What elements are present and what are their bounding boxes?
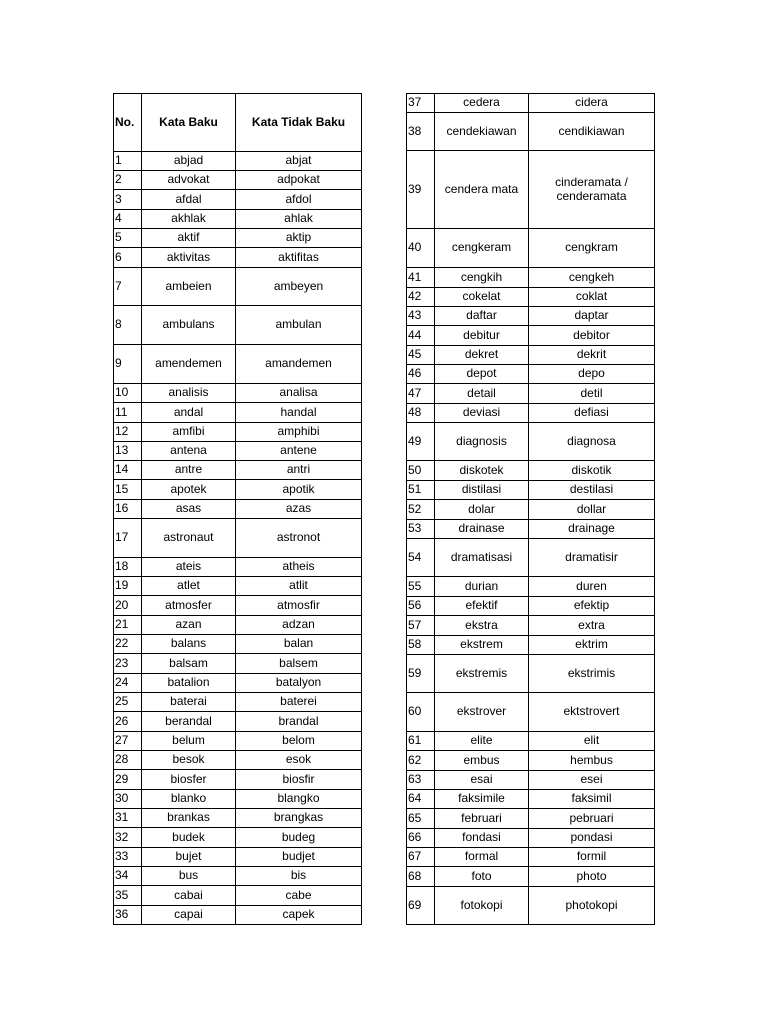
kata-baku-cell: besok: [142, 751, 236, 770]
table-header-row: [114, 94, 362, 152]
table-row: [407, 597, 655, 616]
row-number: 67: [407, 848, 435, 867]
kata-tidak-baku-cell: pebruari: [529, 809, 655, 829]
kata-baku-cell: abjad: [142, 152, 236, 171]
kata-tidak-baku-cell: depo: [529, 365, 655, 384]
row-number: 28: [114, 751, 142, 770]
kata-tidak-baku-cell: photokopi: [529, 887, 655, 925]
row-number: 47: [407, 384, 435, 404]
kata-tidak-baku-cell: esok: [236, 751, 362, 770]
row-number: 52: [407, 500, 435, 520]
kata-tidak-baku-cell: efektip: [529, 597, 655, 616]
row-number: 25: [114, 693, 142, 712]
kata-tidak-baku-cell: cengkram: [529, 229, 655, 268]
row-number: 27: [114, 732, 142, 751]
table-row: [114, 190, 362, 210]
row-number: 33: [114, 848, 142, 867]
kata-tidak-baku-cell: ambeyen: [236, 268, 362, 306]
kata-baku-cell: cedera: [435, 94, 529, 113]
kata-baku-cell: cendera mata: [435, 151, 529, 229]
kata-tidak-baku-cell: ambulan: [236, 306, 362, 345]
table-row: [407, 616, 655, 636]
row-number: 61: [407, 732, 435, 751]
kata-tidak-baku-cell: adpokat: [236, 171, 362, 190]
table-row: [114, 152, 362, 171]
kata-tidak-baku-cell: batalyon: [236, 674, 362, 693]
row-number: 23: [114, 654, 142, 674]
table-row: [407, 655, 655, 693]
kata-tidak-baku-cell: amandemen: [236, 345, 362, 384]
header-kata-tidak-baku: Kata Tidak Baku: [236, 94, 362, 152]
kata-tidak-baku-cell: azas: [236, 500, 362, 519]
kata-baku-cell: elite: [435, 732, 529, 751]
kata-baku-cell: cabai: [142, 886, 236, 906]
table-row: [114, 693, 362, 712]
kata-baku-cell: baterai: [142, 693, 236, 712]
kata-baku-cell: antena: [142, 442, 236, 461]
row-number: 63: [407, 771, 435, 790]
table-row: [114, 500, 362, 519]
table-row: [114, 770, 362, 790]
kata-baku-cell: biosfer: [142, 770, 236, 790]
kata-tidak-baku-cell: cendikiawan: [529, 113, 655, 151]
table-row: [407, 384, 655, 404]
row-number: 59: [407, 655, 435, 693]
kata-tidak-baku-cell: budeg: [236, 828, 362, 848]
row-number: 10: [114, 384, 142, 403]
row-number: 1: [114, 152, 142, 171]
row-number: 37: [407, 94, 435, 113]
row-number: 68: [407, 867, 435, 887]
kata-tidak-baku-cell: ektstrovert: [529, 693, 655, 732]
row-number: 21: [114, 616, 142, 635]
kata-tidak-baku-cell: blangko: [236, 790, 362, 809]
kata-baku-cell: dolar: [435, 500, 529, 520]
kata-baku-cell: analisis: [142, 384, 236, 403]
kata-baku-cell: bujet: [142, 848, 236, 867]
kata-baku-cell: aktif: [142, 229, 236, 248]
row-number: 12: [114, 423, 142, 442]
table-row: [407, 404, 655, 423]
row-number: 16: [114, 500, 142, 519]
kata-baku-cell: cengkeram: [435, 229, 529, 268]
kata-baku-cell: ateis: [142, 558, 236, 577]
row-number: 24: [114, 674, 142, 693]
table-row: [407, 326, 655, 346]
kata-baku-cell: ambeien: [142, 268, 236, 306]
vocabulary-table-right: [406, 93, 655, 925]
kata-tidak-baku-cell: balsem: [236, 654, 362, 674]
kata-tidak-baku-cell: destilasi: [529, 481, 655, 500]
table-row: [114, 848, 362, 867]
row-number: 17: [114, 519, 142, 558]
row-number: 46: [407, 365, 435, 384]
kata-baku-cell: fondasi: [435, 829, 529, 848]
row-number: 58: [407, 636, 435, 655]
table-row: [407, 751, 655, 771]
header-kata-baku: Kata Baku: [142, 94, 236, 152]
kata-tidak-baku-cell: abjat: [236, 152, 362, 171]
row-number: 13: [114, 442, 142, 461]
table-row: [407, 481, 655, 500]
table-row: [407, 867, 655, 887]
kata-tidak-baku-cell: extra: [529, 616, 655, 636]
kata-tidak-baku-cell: ekstrimis: [529, 655, 655, 693]
kata-baku-cell: formal: [435, 848, 529, 867]
table-row: [114, 210, 362, 229]
table-row: [114, 635, 362, 654]
kata-baku-cell: apotek: [142, 480, 236, 500]
row-number: 60: [407, 693, 435, 732]
table-row: [407, 346, 655, 365]
row-number: 62: [407, 751, 435, 771]
table-row: [114, 268, 362, 306]
row-number: 38: [407, 113, 435, 151]
kata-baku-cell: deviasi: [435, 404, 529, 423]
row-number: 8: [114, 306, 142, 345]
row-number: 26: [114, 712, 142, 732]
table-row: [407, 229, 655, 268]
kata-baku-cell: akhlak: [142, 210, 236, 229]
row-number: 20: [114, 596, 142, 616]
kata-baku-cell: durian: [435, 577, 529, 597]
row-number: 53: [407, 520, 435, 539]
row-number: 15: [114, 480, 142, 500]
kata-baku-cell: azan: [142, 616, 236, 635]
kata-baku-cell: dekret: [435, 346, 529, 365]
table-row: [114, 171, 362, 190]
kata-baku-cell: batalion: [142, 674, 236, 693]
kata-tidak-baku-cell: baterei: [236, 693, 362, 712]
kata-tidak-baku-cell: balan: [236, 635, 362, 654]
kata-tidak-baku-cell: antri: [236, 461, 362, 480]
table-row: [407, 539, 655, 577]
kata-baku-cell: ambulans: [142, 306, 236, 345]
kata-baku-cell: asas: [142, 500, 236, 519]
kata-baku-cell: diskotek: [435, 461, 529, 481]
kata-tidak-baku-cell: dollar: [529, 500, 655, 520]
table-row: [114, 403, 362, 423]
table-row: [114, 790, 362, 809]
kata-baku-cell: embus: [435, 751, 529, 771]
kata-baku-cell: cokelat: [435, 288, 529, 307]
kata-tidak-baku-cell: ektrim: [529, 636, 655, 655]
kata-baku-cell: astronaut: [142, 519, 236, 558]
kata-baku-cell: aktivitas: [142, 248, 236, 268]
kata-tidak-baku-cell: elit: [529, 732, 655, 751]
table-row: [114, 248, 362, 268]
kata-tidak-baku-cell: budjet: [236, 848, 362, 867]
row-number: 65: [407, 809, 435, 829]
kata-tidak-baku-cell: analisa: [236, 384, 362, 403]
kata-baku-cell: faksimile: [435, 790, 529, 809]
kata-baku-cell: cendekiawan: [435, 113, 529, 151]
table-row: [114, 442, 362, 461]
kata-baku-cell: antre: [142, 461, 236, 480]
row-number: 14: [114, 461, 142, 480]
kata-baku-cell: dramatisasi: [435, 539, 529, 577]
kata-tidak-baku-cell: dramatisir: [529, 539, 655, 577]
kata-baku-cell: atlet: [142, 577, 236, 596]
row-number: 2: [114, 171, 142, 190]
kata-tidak-baku-cell: atheis: [236, 558, 362, 577]
kata-baku-cell: blanko: [142, 790, 236, 809]
kata-tidak-baku-cell: daptar: [529, 307, 655, 326]
kata-tidak-baku-cell: adzan: [236, 616, 362, 635]
row-number: 43: [407, 307, 435, 326]
table-row: [114, 674, 362, 693]
kata-baku-cell: fotokopi: [435, 887, 529, 925]
row-number: 51: [407, 481, 435, 500]
table-row: [114, 654, 362, 674]
row-number: 66: [407, 829, 435, 848]
table-row: [407, 151, 655, 229]
row-number: 29: [114, 770, 142, 790]
row-number: 19: [114, 577, 142, 596]
row-number: 36: [114, 906, 142, 925]
kata-tidak-baku-cell: drainage: [529, 520, 655, 539]
kata-baku-cell: atmosfer: [142, 596, 236, 616]
kata-baku-cell: detail: [435, 384, 529, 404]
kata-tidak-baku-cell: duren: [529, 577, 655, 597]
table-row: [407, 771, 655, 790]
kata-baku-cell: ekstrover: [435, 693, 529, 732]
table-row: [407, 520, 655, 539]
kata-tidak-baku-cell: aktip: [236, 229, 362, 248]
table-row: [114, 423, 362, 442]
table-row: [114, 577, 362, 596]
table-row: [114, 809, 362, 828]
row-number: 44: [407, 326, 435, 346]
kata-baku-cell: efektif: [435, 597, 529, 616]
kata-tidak-baku-cell: handal: [236, 403, 362, 423]
row-number: 57: [407, 616, 435, 636]
kata-tidak-baku-cell: atmosfir: [236, 596, 362, 616]
kata-baku-cell: belum: [142, 732, 236, 751]
kata-baku-cell: cengkih: [435, 268, 529, 288]
kata-tidak-baku-cell: cinderamata / cenderamata: [529, 151, 655, 229]
table-row: [407, 500, 655, 520]
row-number: 54: [407, 539, 435, 577]
table-row: [114, 558, 362, 577]
row-number: 31: [114, 809, 142, 828]
row-number: 64: [407, 790, 435, 809]
kata-baku-cell: budek: [142, 828, 236, 848]
kata-tidak-baku-cell: faksimil: [529, 790, 655, 809]
table-row: [114, 306, 362, 345]
kata-tidak-baku-cell: ahlak: [236, 210, 362, 229]
kata-baku-cell: balsam: [142, 654, 236, 674]
table-row: [114, 886, 362, 906]
kata-baku-cell: berandal: [142, 712, 236, 732]
kata-tidak-baku-cell: photo: [529, 867, 655, 887]
kata-baku-cell: foto: [435, 867, 529, 887]
kata-tidak-baku-cell: dekrit: [529, 346, 655, 365]
table-row: [407, 461, 655, 481]
kata-baku-cell: andal: [142, 403, 236, 423]
kata-tidak-baku-cell: cabe: [236, 886, 362, 906]
row-number: 49: [407, 423, 435, 461]
table-row: [114, 229, 362, 248]
table-row: [407, 365, 655, 384]
kata-baku-cell: daftar: [435, 307, 529, 326]
table-row: [407, 693, 655, 732]
table-row: [407, 577, 655, 597]
kata-tidak-baku-cell: pondasi: [529, 829, 655, 848]
row-number: 4: [114, 210, 142, 229]
table-row: [114, 906, 362, 925]
kata-tidak-baku-cell: coklat: [529, 288, 655, 307]
kata-baku-cell: distilasi: [435, 481, 529, 500]
row-number: 45: [407, 346, 435, 365]
kata-tidak-baku-cell: belom: [236, 732, 362, 751]
kata-tidak-baku-cell: detil: [529, 384, 655, 404]
table-row: [407, 790, 655, 809]
row-number: 41: [407, 268, 435, 288]
row-number: 6: [114, 248, 142, 268]
table-row: [407, 288, 655, 307]
kata-baku-cell: ekstra: [435, 616, 529, 636]
kata-tidak-baku-cell: bis: [236, 867, 362, 886]
table-row: [114, 751, 362, 770]
table-row: [407, 887, 655, 925]
kata-tidak-baku-cell: amphibi: [236, 423, 362, 442]
row-number: 32: [114, 828, 142, 848]
table-row: [114, 732, 362, 751]
table-row: [407, 94, 655, 113]
kata-tidak-baku-cell: cengkeh: [529, 268, 655, 288]
row-number: 35: [114, 886, 142, 906]
row-number: 5: [114, 229, 142, 248]
kata-tidak-baku-cell: diagnosa: [529, 423, 655, 461]
kata-baku-cell: capai: [142, 906, 236, 925]
table-row: [114, 384, 362, 403]
table-row: [407, 848, 655, 867]
kata-tidak-baku-cell: capek: [236, 906, 362, 925]
table-row: [407, 113, 655, 151]
row-number: 30: [114, 790, 142, 809]
row-number: 18: [114, 558, 142, 577]
kata-tidak-baku-cell: diskotik: [529, 461, 655, 481]
kata-baku-cell: februari: [435, 809, 529, 829]
kata-tidak-baku-cell: esei: [529, 771, 655, 790]
row-number: 56: [407, 597, 435, 616]
kata-tidak-baku-cell: defiasi: [529, 404, 655, 423]
kata-tidak-baku-cell: brandal: [236, 712, 362, 732]
kata-tidak-baku-cell: biosfir: [236, 770, 362, 790]
kata-tidak-baku-cell: afdol: [236, 190, 362, 210]
row-number: 42: [407, 288, 435, 307]
kata-tidak-baku-cell: brangkas: [236, 809, 362, 828]
row-number: 39: [407, 151, 435, 229]
table-row: [407, 423, 655, 461]
table-row: [114, 345, 362, 384]
table-row: [407, 307, 655, 326]
kata-baku-cell: debitur: [435, 326, 529, 346]
kata-baku-cell: esai: [435, 771, 529, 790]
vocabulary-table-left: [113, 93, 362, 925]
kata-tidak-baku-cell: hembus: [529, 751, 655, 771]
table-row: [407, 732, 655, 751]
kata-baku-cell: bus: [142, 867, 236, 886]
kata-baku-cell: advokat: [142, 171, 236, 190]
table-row: [114, 519, 362, 558]
row-number: 40: [407, 229, 435, 268]
row-number: 48: [407, 404, 435, 423]
table-row: [407, 809, 655, 829]
table-row: [407, 636, 655, 655]
row-number: 7: [114, 268, 142, 306]
kata-tidak-baku-cell: aktifitas: [236, 248, 362, 268]
header-no: No.: [114, 94, 142, 152]
kata-baku-cell: ekstrem: [435, 636, 529, 655]
table-row: [114, 712, 362, 732]
row-number: 69: [407, 887, 435, 925]
table-row: [114, 828, 362, 848]
row-number: 34: [114, 867, 142, 886]
table-row: [114, 461, 362, 480]
kata-baku-cell: brankas: [142, 809, 236, 828]
row-number: 3: [114, 190, 142, 210]
kata-tidak-baku-cell: astronot: [236, 519, 362, 558]
kata-baku-cell: amfibi: [142, 423, 236, 442]
table-row: [114, 867, 362, 886]
kata-tidak-baku-cell: cidera: [529, 94, 655, 113]
kata-baku-cell: drainase: [435, 520, 529, 539]
row-number: 50: [407, 461, 435, 481]
kata-tidak-baku-cell: apotik: [236, 480, 362, 500]
row-number: 55: [407, 577, 435, 597]
table-row: [407, 268, 655, 288]
kata-tidak-baku-cell: antene: [236, 442, 362, 461]
table-row: [114, 616, 362, 635]
kata-baku-cell: diagnosis: [435, 423, 529, 461]
kata-tidak-baku-cell: atlit: [236, 577, 362, 596]
table-row: [114, 480, 362, 500]
kata-baku-cell: ekstremis: [435, 655, 529, 693]
kata-tidak-baku-cell: formil: [529, 848, 655, 867]
row-number: 9: [114, 345, 142, 384]
kata-baku-cell: depot: [435, 365, 529, 384]
row-number: 11: [114, 403, 142, 423]
table-row: [114, 596, 362, 616]
kata-tidak-baku-cell: debitor: [529, 326, 655, 346]
kata-baku-cell: afdal: [142, 190, 236, 210]
row-number: 22: [114, 635, 142, 654]
kata-baku-cell: balans: [142, 635, 236, 654]
table-row: [407, 829, 655, 848]
kata-baku-cell: amendemen: [142, 345, 236, 384]
